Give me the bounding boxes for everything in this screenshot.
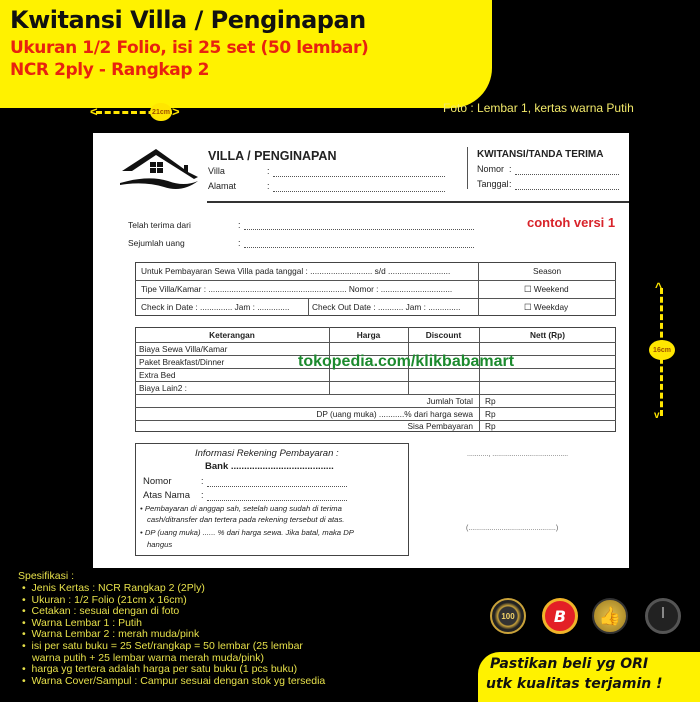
- balance-label: Sisa Pembayaran: [407, 421, 473, 431]
- table-row: Paket Breakfast/Dinner: [139, 357, 225, 367]
- brand-logo-icon: B: [542, 598, 578, 634]
- page-title: Kwitansi Villa / Penginapan: [10, 6, 366, 34]
- dp-label: DP (uang muka) ...........% dari harga sewa: [316, 409, 473, 419]
- width-label: 21cm: [150, 103, 172, 121]
- room-type[interactable]: Tipe Villa/Kamar : ............................................................ Nomor : ...............................: [141, 284, 453, 294]
- promo-line-1: Pastikan beli yg ORI: [490, 656, 649, 672]
- note-validity: • Pembayaran di anggap sah, setelah uang sudah di terima: [140, 504, 342, 513]
- tanggal-label: Tanggal: [477, 179, 509, 189]
- table-row: Extra Bed: [139, 370, 176, 380]
- dp-currency: Rp: [485, 409, 496, 419]
- form-heading: VILLA / PENGINAPAN: [208, 149, 337, 163]
- col-keterangan: Keterangan: [209, 330, 255, 340]
- payment-period[interactable]: Untuk Pembayaran Sewa Villa pada tanggal : ........................... s/d ...........................: [141, 266, 451, 276]
- promo-line-2: utk kualitas terjamin !: [486, 676, 663, 692]
- account-name-label: Atas Nama: [143, 490, 190, 501]
- specs-list: [22, 583, 325, 687]
- season-label: Season: [533, 266, 562, 276]
- thumbs-up-icon: 👍: [592, 598, 628, 634]
- check-in[interactable]: Check in Date : .............. Jam : ..............: [141, 302, 290, 312]
- bank-nomor-label: Nomor: [143, 476, 172, 487]
- villa-field[interactable]: [273, 176, 445, 177]
- nomor-field[interactable]: [515, 174, 619, 175]
- subtitle-ply: NCR 2ply - Rangkap 2: [10, 60, 210, 80]
- spec-item: • Warna Lembar 2 : merah muda/pink: [22, 628, 200, 641]
- note-dp: • DP (uang muka) ...... % dari harga sewa. Jika batal, maka DP: [140, 528, 354, 537]
- checkbox-icon[interactable]: ☐: [524, 302, 532, 312]
- balance-currency: Rp: [485, 421, 496, 431]
- received-from-label: Telah terima dari: [128, 220, 191, 230]
- arrow-down-icon: v: [654, 410, 660, 421]
- arrow-right-icon: >: [172, 104, 180, 119]
- arrow-up-icon: ^: [655, 280, 663, 294]
- version-label: contoh versi 1: [527, 215, 616, 230]
- spec-item: • Jenis Kertas : NCR Rangkap 2 (2Ply): [22, 582, 205, 594]
- weekday-label: Weekday: [533, 302, 569, 312]
- spec-item: • isi per satu buku = 25 Set/rangkap = 50 lembar (25 lembar: [22, 639, 303, 652]
- weekday-checkbox[interactable]: [524, 302, 568, 312]
- spec-item: • Warna Lembar 1 : Putih: [22, 616, 143, 629]
- height-label: 16cm: [649, 340, 675, 360]
- alamat-label: Alamat: [208, 181, 237, 191]
- photo-note: Foto : Lembar 1, kertas warna Putih: [443, 101, 634, 115]
- quality-badge-icon: 100: [490, 598, 526, 634]
- bank-name[interactable]: Bank .......................................: [205, 461, 334, 472]
- received-from-field[interactable]: [244, 229, 474, 230]
- note-validity-cont: cash/ditransfer dan tertera pada rekening tersebut di atas.: [147, 515, 345, 524]
- spec-item: • Warna Cover/Sampul : Campur sesuai dengan stok yg tersedia: [22, 674, 326, 687]
- stopwatch-icon: [645, 598, 681, 634]
- villa-label: Villa: [208, 166, 225, 176]
- table-row: Biaya Sewa Villa/Kamar: [139, 344, 228, 354]
- col-harga: Harga: [356, 330, 381, 340]
- weekend-checkbox[interactable]: [524, 284, 569, 294]
- nomor-label: Nomor: [477, 164, 505, 174]
- receipt-title: KWITANSI/TANDA TERIMA: [477, 149, 604, 160]
- header-rule: [207, 201, 629, 203]
- bank-info-title: Informasi Rekening Pembayaran :: [195, 448, 339, 459]
- tanggal-field[interactable]: [515, 189, 619, 190]
- signature-place-date[interactable]: ..........., .......................................: [467, 451, 569, 458]
- alamat-field[interactable]: [273, 191, 445, 192]
- house-logo-icon: [118, 145, 200, 193]
- account-name-field[interactable]: [207, 500, 347, 501]
- watermark: tokopedia.com/klikbabamart: [298, 353, 515, 370]
- check-out[interactable]: Check Out Date : ........... Jam : ..............: [312, 302, 461, 312]
- signature-name[interactable]: (.............................................): [466, 525, 559, 532]
- spec-item: • harga yg tertera adalah harga per satu buku (1 pcs buku): [22, 663, 298, 676]
- spec-item: • Cetakan : sesuai dengan di foto: [22, 605, 180, 618]
- table-row: Biaya Lain2 :: [139, 383, 187, 393]
- receipt-form: VILLA / PENGINAPAN Villa : Alamat : KWITANSI/TANDA TERIMA Nomor : Tanggal : Telah terima dari : Sejumlah uang : contoh versi 1 Untuk Pembayaran Sewa Villa pada tanggal : ........................... s/d ........................... Season Tipe Villa/Kamar : ............................................................ Nomor : ............................... ☐ Weekend Check in Date : .............. Jam : .............. Check Out Date : ........... Jam : .............. ☐ Weekday Keterangan Harga Discount Nett (Rp) Biaya Sewa Villa/Kamar Paket Breakfast/Dinner Extra Bed Biaya Lain2 : Jumlah Total Rp DP (uang muka) ...........% dari harga sewa Rp Sisa Pembayaran Rp tokopedia.com/klikbabamart Informasi Rekening Pembayaran : Bank ....................................... Nomor : Atas Nama : • Pembayaran di anggap sah, setelah uang sudah di terima cash/ditransfer dan tertera pada rekening tersebut di atas. • DP (uang muka) ...... % dari harga sewa. Jika batal, maka DP hangus ..........., ....................................... (.............................................): [93, 133, 629, 568]
- bank-nomor-field[interactable]: [207, 486, 347, 487]
- spec-item: • Ukuran : 1/2 Folio (21cm x 16cm): [22, 593, 187, 606]
- spec-item: warna putih + 25 lembar warna merah muda/pink): [32, 651, 264, 664]
- total-currency: Rp: [485, 396, 496, 406]
- checkbox-icon[interactable]: ☐: [524, 284, 532, 294]
- subtitle-size: Ukuran 1/2 Folio, isi 25 set (50 lembar): [10, 38, 369, 58]
- amount-field[interactable]: [244, 247, 474, 248]
- total-label: Jumlah Total: [426, 396, 473, 406]
- col-discount: Discount: [425, 330, 462, 340]
- weekend-label: Weekend: [533, 284, 569, 294]
- divider: [467, 147, 468, 189]
- col-nett: Nett (Rp): [529, 330, 566, 340]
- specs-title: Spesifikasi :: [18, 570, 75, 582]
- amount-label: Sejumlah uang: [128, 238, 185, 248]
- arrow-left-icon: <: [90, 104, 98, 119]
- note-dp-cont: hangus: [147, 540, 173, 549]
